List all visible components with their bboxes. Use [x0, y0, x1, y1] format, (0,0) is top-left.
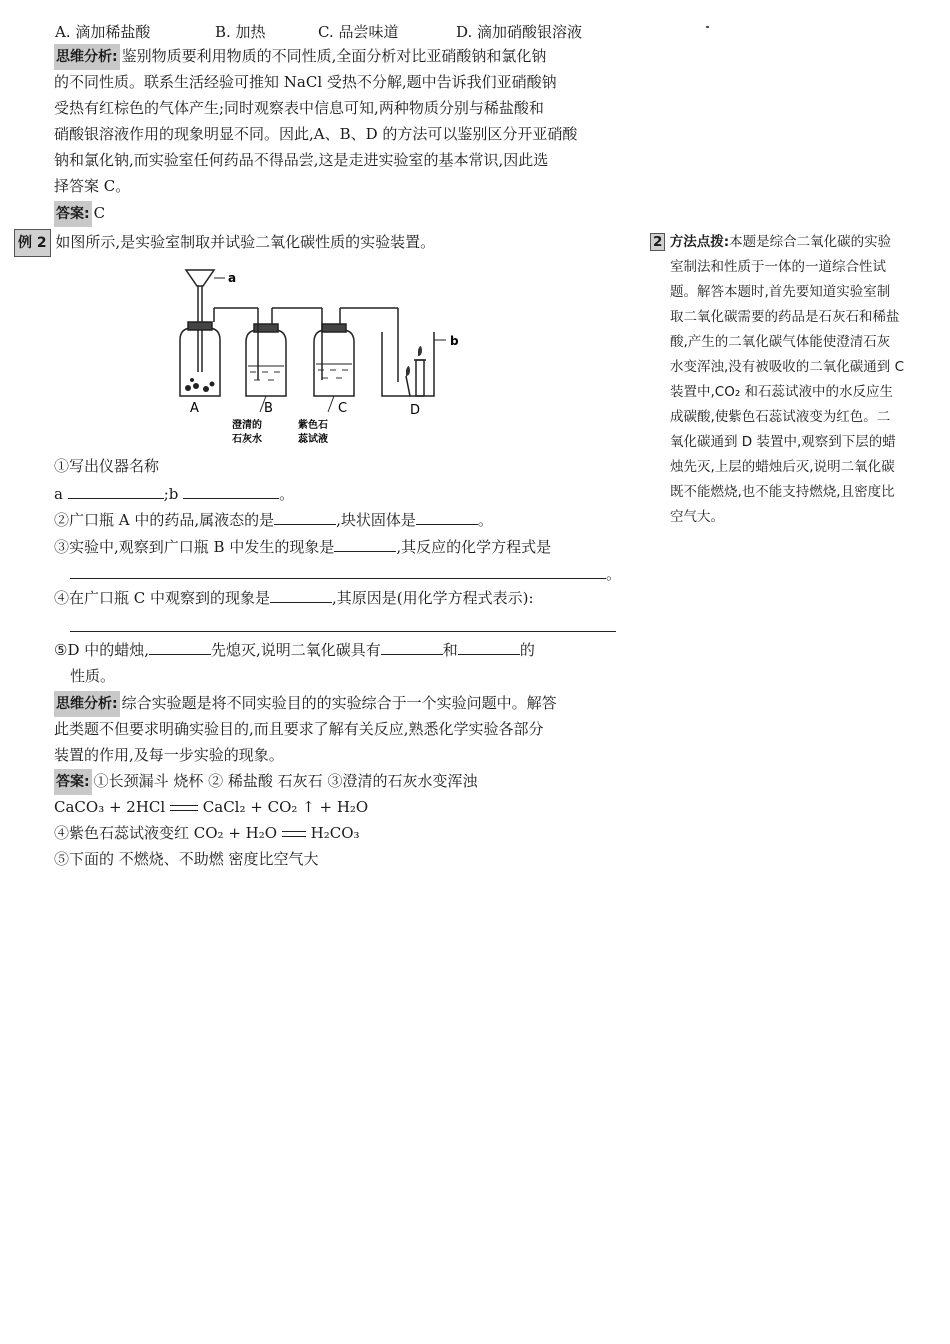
q2-part1: ②广口瓶 A 中的药品,属液态的是 — [54, 511, 275, 529]
q4-part1: ④在广口瓶 C 中观察到的现象是 — [54, 589, 271, 607]
answer2-line-3 — [54, 820, 360, 846]
figure-c-caption-1: 紫色石 — [298, 420, 328, 431]
sidebar-num: 2 — [650, 233, 665, 251]
flame-upper-icon — [418, 346, 422, 356]
sidebar-line-2: 室制法和性质于一体的一道综合性试 — [670, 259, 886, 275]
flame-lower-icon — [406, 366, 410, 376]
option-c: C. 品尝味道 — [318, 23, 399, 41]
funnel-icon — [186, 270, 214, 286]
sidebar-text-1: 本题是综合二氧化碳的实验 — [729, 234, 892, 250]
example2-tag: 例 2 — [14, 229, 51, 257]
sidebar-line-4: 取二氧化碳需要的药品是石灰石和稀盐 — [670, 309, 900, 325]
q3-equation-blank[interactable] — [70, 578, 606, 579]
figure-bottle-a: A — [190, 401, 199, 416]
analysis1-line-3: 受热有红棕色的气体产生;同时观察表中信息可知,两种物质分别与稀盐酸和 — [54, 99, 544, 117]
analysis1-line-2: 的不同性质。联系生活经验可推知 NaCl 受热不分解,题中告诉我们亚硝酸钠 — [54, 73, 557, 91]
q4-equation-blank[interactable] — [70, 631, 616, 632]
answer2-text-1: ①长颈漏斗 烧杯 ② 稀盐酸 石灰石 ③澄清的石灰水变浑浊 — [93, 772, 478, 790]
analysis2-line-2: 此类题不但要求明确实验目的,而且要求了解有关反应,熟悉化学实验各部分 — [54, 720, 544, 738]
q5-property1-blank[interactable] — [381, 638, 443, 655]
example2-stem-text: 如图所示,是实验室制取并试验二氧化碳性质的实验装置。 — [55, 233, 436, 251]
q5-property2-blank[interactable] — [458, 638, 520, 655]
figure-b-caption-1: 澄清的 — [232, 420, 262, 431]
q1-end: 。 — [279, 485, 295, 503]
bottle-b-shape — [246, 330, 286, 396]
q4-phenomenon-blank[interactable] — [270, 586, 332, 603]
answer1-value: C — [93, 204, 106, 222]
eq2-left: CO₂ + H₂O — [193, 824, 278, 842]
q3-part2: ,其反应的化学方程式是 — [396, 538, 552, 556]
answer2-tag: 答案: — [54, 769, 92, 795]
sidebar-line-3: 题。解答本题时,首先要知道实验室制 — [670, 284, 891, 300]
option-a: A. 滴加稀盐酸 — [55, 23, 151, 41]
sidebar-line-8: 成碳酸,使紫色石蕊试液变为红色。二 — [670, 409, 891, 425]
sidebar-line-7: 装置中,CO₂ 和石蕊试液中的水反应生 — [670, 384, 894, 400]
eq1-right: CaCl₂ + CO₂ ↑ + H₂O — [202, 798, 369, 816]
bottle-c-shape — [314, 330, 354, 396]
answer1 — [54, 200, 105, 227]
question-5 — [54, 637, 535, 663]
figure-label-a: a — [228, 271, 237, 285]
sidebar-line-5: 酸,产生的二氧化碳气体能使澄清石灰 — [670, 334, 891, 350]
q2-part2: ,块状固体是 — [336, 511, 416, 529]
sidebar-line-11: 既不能燃烧,也不能支持燃烧,且密度比 — [670, 484, 895, 500]
figure-bottle-b: B — [264, 401, 273, 416]
apparatus-figure — [170, 262, 490, 452]
figure-c-caption-2: 蕊试液 — [298, 434, 328, 445]
figure-bottle-c: C — [338, 401, 348, 416]
question-5-line2: 性质。 — [70, 667, 116, 685]
eq2-right: H₂CO₃ — [310, 824, 360, 842]
question-1: ①写出仪器名称 — [54, 457, 160, 475]
question-3 — [54, 534, 551, 560]
question-4 — [54, 585, 534, 611]
q1-b-blank[interactable] — [183, 482, 279, 499]
figure-b-caption-2: 石灰水 — [232, 434, 262, 445]
eq1-left: CaCO₃ + 2HCl — [54, 798, 166, 816]
answer2-line-1 — [54, 768, 477, 795]
analysis1-line-6: 择答案 C。 — [54, 177, 131, 195]
analysis1-line-4: 硝酸银溶液作用的现象明显不同。因此,A、B、D 的方法可以鉴别区分开亚硝酸 — [54, 125, 578, 143]
scan-speck — [706, 26, 709, 28]
eq1-double-line-icon — [170, 805, 198, 811]
q5-part3: 和 — [442, 641, 458, 659]
q1-a-blank[interactable] — [68, 482, 164, 499]
q5-candle-blank[interactable] — [149, 638, 211, 655]
answer2-line-4: ⑤下面的 不燃烧、不助燃 密度比空气大 — [54, 850, 319, 868]
answer2-text-3: ④紫色石蕊试液变红 — [54, 824, 194, 842]
analysis1-text: 鉴别物质要利用物质的不同性质,全面分析对比亚硝酸钠和氯化钠 — [121, 47, 547, 65]
sidebar-line-10: 烛先灭,上层的蜡烛后灭,说明二氧化碳 — [670, 459, 895, 475]
analysis1-tag: 思维分析: — [54, 44, 120, 70]
q3-part1: ③实验中,观察到广口瓶 B 中发生的现象是 — [54, 538, 335, 556]
figure-label-b: b — [450, 334, 459, 348]
q2-end: 。 — [477, 511, 493, 529]
question-2 — [54, 507, 493, 533]
option-b: B. 加热 — [215, 23, 266, 41]
sidebar-line-12: 空气大。 — [670, 509, 724, 525]
q3-phenomenon-blank[interactable] — [334, 535, 396, 552]
analysis2-text: 综合实验题是将不同实验目的的实验综合于一个实验问题中。解答 — [121, 694, 557, 712]
analysis2-line-1 — [54, 690, 557, 717]
option-d: D. 滴加硝酸银溶液 — [456, 23, 583, 41]
analysis1-line-5: 钠和氯化钠,而实验室任何药品不得品尝,这是走进实验室的基本常识,因此选 — [54, 151, 549, 169]
analysis2-line-3: 装置的作用,及每一步实验的现象。 — [54, 746, 284, 764]
figure-beaker-d: D — [410, 403, 421, 418]
sidebar-line-1 — [650, 230, 891, 255]
sidebar-line-6: 水变浑浊,没有被吸收的二氧化碳通到 C — [670, 359, 905, 375]
q2-solid-blank[interactable] — [416, 508, 478, 525]
q5-part2: 先熄灭,说明二氧化碳具有 — [211, 641, 381, 659]
sidebar-line-9: 氧化碳通到 D 装置中,观察到下层的蜡 — [670, 434, 896, 450]
answer1-tag: 答案: — [54, 201, 92, 227]
q4-part2: ,其原因是(用化学方程式表示): — [332, 589, 534, 607]
sidebar-title: 方法点拨: — [669, 234, 730, 250]
q1-sep: ;b — [163, 485, 179, 503]
analysis1-line-1 — [54, 43, 546, 70]
question-1-blanks — [54, 481, 294, 507]
q1-a-label: a — [54, 485, 63, 503]
q2-liquid-blank[interactable] — [274, 508, 336, 525]
q3-end: 。 — [606, 565, 622, 583]
analysis2-tag: 思维分析: — [54, 691, 120, 717]
q5-part4: 的 — [519, 641, 535, 659]
eq2-double-line-icon — [282, 831, 306, 837]
example2-stem — [14, 229, 435, 257]
q5-part1: ⑤D 中的蜡烛, — [54, 641, 150, 659]
answer2-equation-1 — [54, 794, 368, 820]
